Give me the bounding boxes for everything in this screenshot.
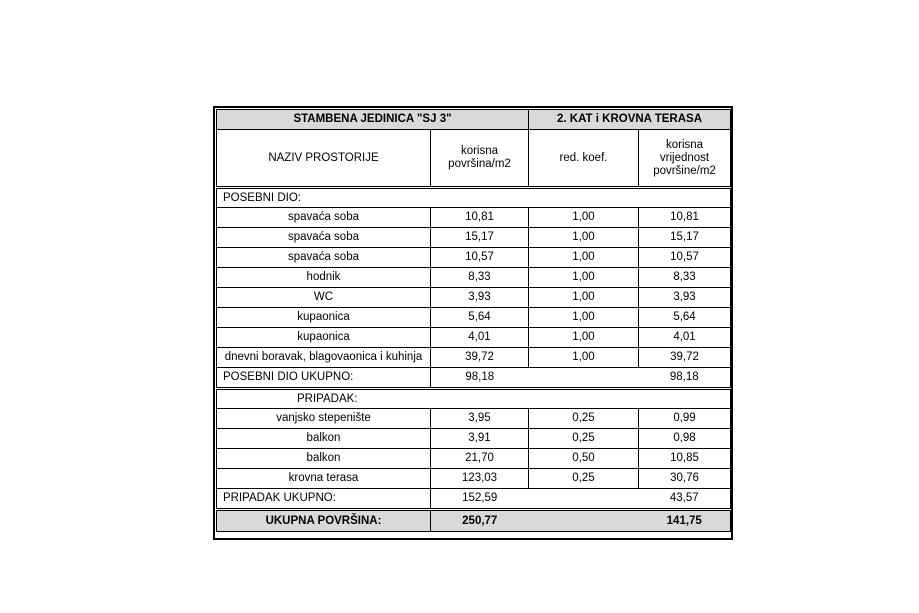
pripadak-label: PRIPADAK: (217, 389, 731, 409)
room-value: 10,85 (639, 449, 731, 469)
room-area: 8,33 (431, 268, 529, 288)
room-coef: 1,00 (529, 328, 639, 348)
room-coef: 1,00 (529, 268, 639, 288)
table-row (217, 288, 731, 308)
room-coef: 1,00 (529, 348, 639, 368)
grand-total-area: 250,77 (431, 510, 529, 532)
room-name: kupaonica (217, 308, 431, 328)
room-value: 15,17 (639, 228, 731, 248)
room-coef: 1,00 (529, 248, 639, 268)
posebni-total-area: 98,18 (431, 368, 529, 389)
header-area: korisna površina/m2 (431, 130, 529, 188)
grand-total-row (217, 510, 731, 532)
table-row (217, 409, 731, 429)
table-row (217, 308, 731, 328)
pripadak-total-coef-empty (529, 489, 639, 510)
room-value: 10,57 (639, 248, 731, 268)
room-area: 123,03 (431, 469, 529, 489)
room-area: 21,70 (431, 449, 529, 469)
room-value: 0,98 (639, 429, 731, 449)
table-row (217, 469, 731, 489)
pripadak-total-value: 43,57 (639, 489, 731, 510)
room-area: 10,57 (431, 248, 529, 268)
room-coef: 1,00 (529, 308, 639, 328)
table-row (217, 449, 731, 469)
posebni-section-row (217, 188, 731, 208)
posebni-label: POSEBNI DIO: (217, 188, 731, 208)
room-coef: 0,50 (529, 449, 639, 469)
room-name: balkon (217, 429, 431, 449)
room-value: 4,01 (639, 328, 731, 348)
room-value: 30,76 (639, 469, 731, 489)
header-name: NAZIV PROSTORIJE (217, 130, 431, 188)
pripadak-section-row (217, 389, 731, 409)
table-row (217, 268, 731, 288)
header-coef: red. koef. (529, 130, 639, 188)
posebni-total-label: POSEBNI DIO UKUPNO: (217, 368, 431, 389)
room-coef: 1,00 (529, 288, 639, 308)
posebni-total-row (217, 368, 731, 389)
room-coef: 0,25 (529, 429, 639, 449)
unit-title: STAMBENA JEDINICA "SJ 3" (217, 110, 529, 130)
room-coef: 0,25 (529, 469, 639, 489)
room-name: spavaća soba (217, 228, 431, 248)
table-row (217, 228, 731, 248)
posebni-total-value: 98,18 (639, 368, 731, 389)
room-name: balkon (217, 449, 431, 469)
table-row (217, 248, 731, 268)
room-value: 3,93 (639, 288, 731, 308)
table-row (217, 328, 731, 348)
area-table (216, 109, 731, 532)
room-area: 5,64 (431, 308, 529, 328)
room-area: 39,72 (431, 348, 529, 368)
floor-title: 2. KAT i KROVNA TERASA (529, 110, 731, 130)
room-name: WC (217, 288, 431, 308)
grand-total-value: 141,75 (639, 510, 731, 532)
room-name: vanjsko stepenište (217, 409, 431, 429)
room-value: 0,99 (639, 409, 731, 429)
room-name: krovna terasa (217, 469, 431, 489)
room-coef: 0,25 (529, 409, 639, 429)
room-name: spavaća soba (217, 208, 431, 228)
posebni-total-coef-empty (529, 368, 639, 389)
room-value: 10,81 (639, 208, 731, 228)
room-coef: 1,00 (529, 228, 639, 248)
room-name: hodnik (217, 268, 431, 288)
header-value: korisna vrijednost površine/m2 (639, 130, 731, 188)
room-area: 4,01 (431, 328, 529, 348)
room-name: spavaća soba (217, 248, 431, 268)
table-row (217, 348, 731, 368)
title-row (217, 110, 731, 130)
room-value: 39,72 (639, 348, 731, 368)
room-value: 8,33 (639, 268, 731, 288)
table-row (217, 429, 731, 449)
room-coef: 1,00 (529, 208, 639, 228)
room-area: 3,93 (431, 288, 529, 308)
pripadak-total-label: PRIPADAK UKUPNO: (217, 489, 431, 510)
room-value: 5,64 (639, 308, 731, 328)
header-row (217, 130, 731, 188)
grand-total-label: UKUPNA POVRŠINA: (217, 510, 431, 532)
room-area: 3,91 (431, 429, 529, 449)
room-name: kupaonica (217, 328, 431, 348)
table-row (217, 208, 731, 228)
room-area: 15,17 (431, 228, 529, 248)
room-name: dnevni boravak, blagovaonica i kuhinja (217, 348, 431, 368)
pripadak-total-area: 152,59 (431, 489, 529, 510)
grand-total-coef-empty (529, 510, 639, 532)
room-area: 10,81 (431, 208, 529, 228)
pripadak-total-row (217, 489, 731, 510)
room-area: 3,95 (431, 409, 529, 429)
